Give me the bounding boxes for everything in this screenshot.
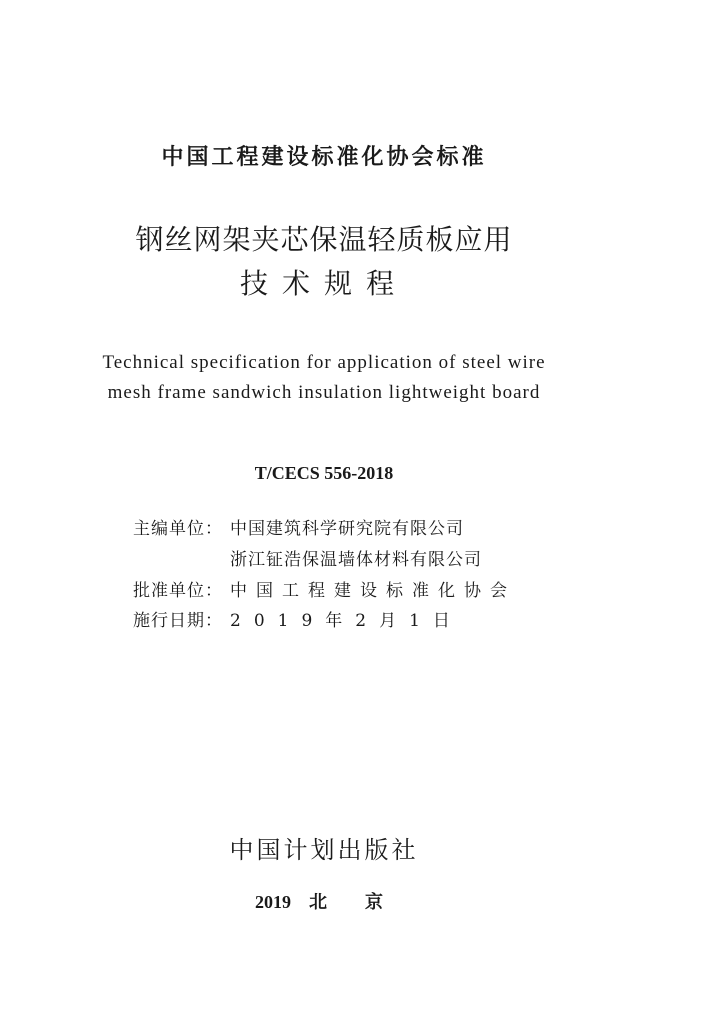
approver-unit: 中国工程建设标准化协会 <box>230 581 516 601</box>
chinese-title-line-1: 钢丝网架夹芯保温轻质板应用 <box>135 223 513 256</box>
effective-date-label: 施行日期： <box>133 611 223 631</box>
approver-label: 批准单位： <box>133 581 223 601</box>
editor-unit-1: 中国建筑科学研究院有限公司 <box>230 519 464 539</box>
publication-city: 北京 <box>309 892 421 912</box>
publisher-name: 中国计划出版社 <box>229 836 419 864</box>
effective-date: 2019年2月1日 <box>230 611 463 631</box>
chinese-title-line-2: 技术规程 <box>239 267 408 300</box>
publication-year-city <box>255 888 421 914</box>
english-title-line-1: Technical specification for application of steel wire <box>102 352 546 373</box>
publication-year: 2019 <box>255 892 291 912</box>
association-standard-heading: 中国工程建设标准化协会标准 <box>161 145 487 170</box>
english-title-line-2: mesh frame sandwich insulation lightweight board <box>107 382 541 403</box>
standard-code: T/CECS 556-2018 <box>254 463 394 483</box>
editor-unit-2: 浙江钲浩保温墙体材料有限公司 <box>230 550 482 570</box>
editor-label: 主编单位： <box>133 519 223 539</box>
